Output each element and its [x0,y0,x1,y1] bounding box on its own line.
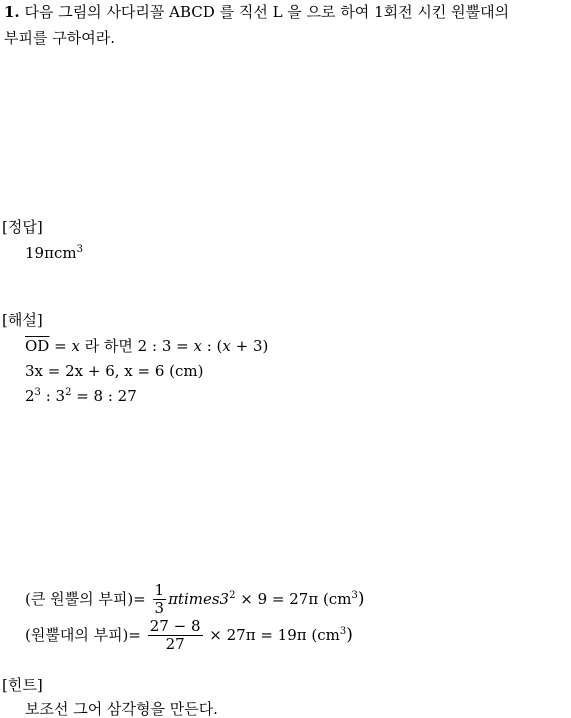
denominator: 3 [154,599,165,618]
explanation-line-2: 3x = 2x + 6, x = 6 (cm) [25,362,204,380]
hint-label: [힌트] [2,676,43,694]
problem-line-2 [4,29,115,47]
var-x: x [193,337,202,355]
exp: 3 [351,589,358,601]
explanation-line-3 [25,387,137,405]
answer-number: 19πcm [25,244,77,262]
ratio-text: + 3) [230,337,269,355]
answer-value [25,244,83,262]
answer-exponent: 3 [76,244,83,255]
paren: ) [346,624,353,645]
exp: 2 [229,589,236,601]
paren: ) [357,588,365,609]
base-2: 2 [25,387,35,405]
volume-frustum [25,618,353,654]
volume-label: (원뿔대의 부피)= [25,625,146,644]
var-x: x [71,337,80,355]
fraction [148,618,203,654]
exp: 3 [339,625,347,637]
eq-sign: = [49,337,72,355]
var-x: x [222,337,231,355]
problem-number: 1. [4,3,20,21]
numerator: 1 [154,581,165,599]
ratio-text: : ( [201,337,223,355]
fraction [153,582,167,618]
explanation-label: [해설] [2,311,43,329]
volume-big-cone [25,582,364,618]
problem-text-2: 부피를 구하여라. [4,29,115,47]
formula: × 9 = 27π (cm [235,589,352,608]
formula: × 27π = 19π (cm [204,625,340,644]
problem-line-1 [4,3,509,21]
formula: πtimes3 [168,589,230,608]
explanation-line-1 [25,337,268,355]
base-3: : 3 [40,387,66,405]
segment-od: $\overline{OD}$ [25,337,50,355]
exp: 2 [65,387,72,398]
denominator: 27 [165,635,185,654]
answer-label: [정답] [2,218,43,236]
problem-text-1: 다음 그림의 사다리꼴 ABCD 를 직선 L 을 으로 하여 1회전 시킨 원뿔대의 [24,3,510,21]
ratio-result: = 8 : 27 [71,387,137,405]
volume-label: (큰 원뿔의 부피)= [25,589,151,608]
exp: 3 [34,387,41,398]
ratio-text: 라 하면 2 : 3 = [79,337,194,355]
numerator: 27 − 8 [149,617,201,635]
hint-text: 보조선 그어 삼각형을 만든다. [25,700,218,718]
